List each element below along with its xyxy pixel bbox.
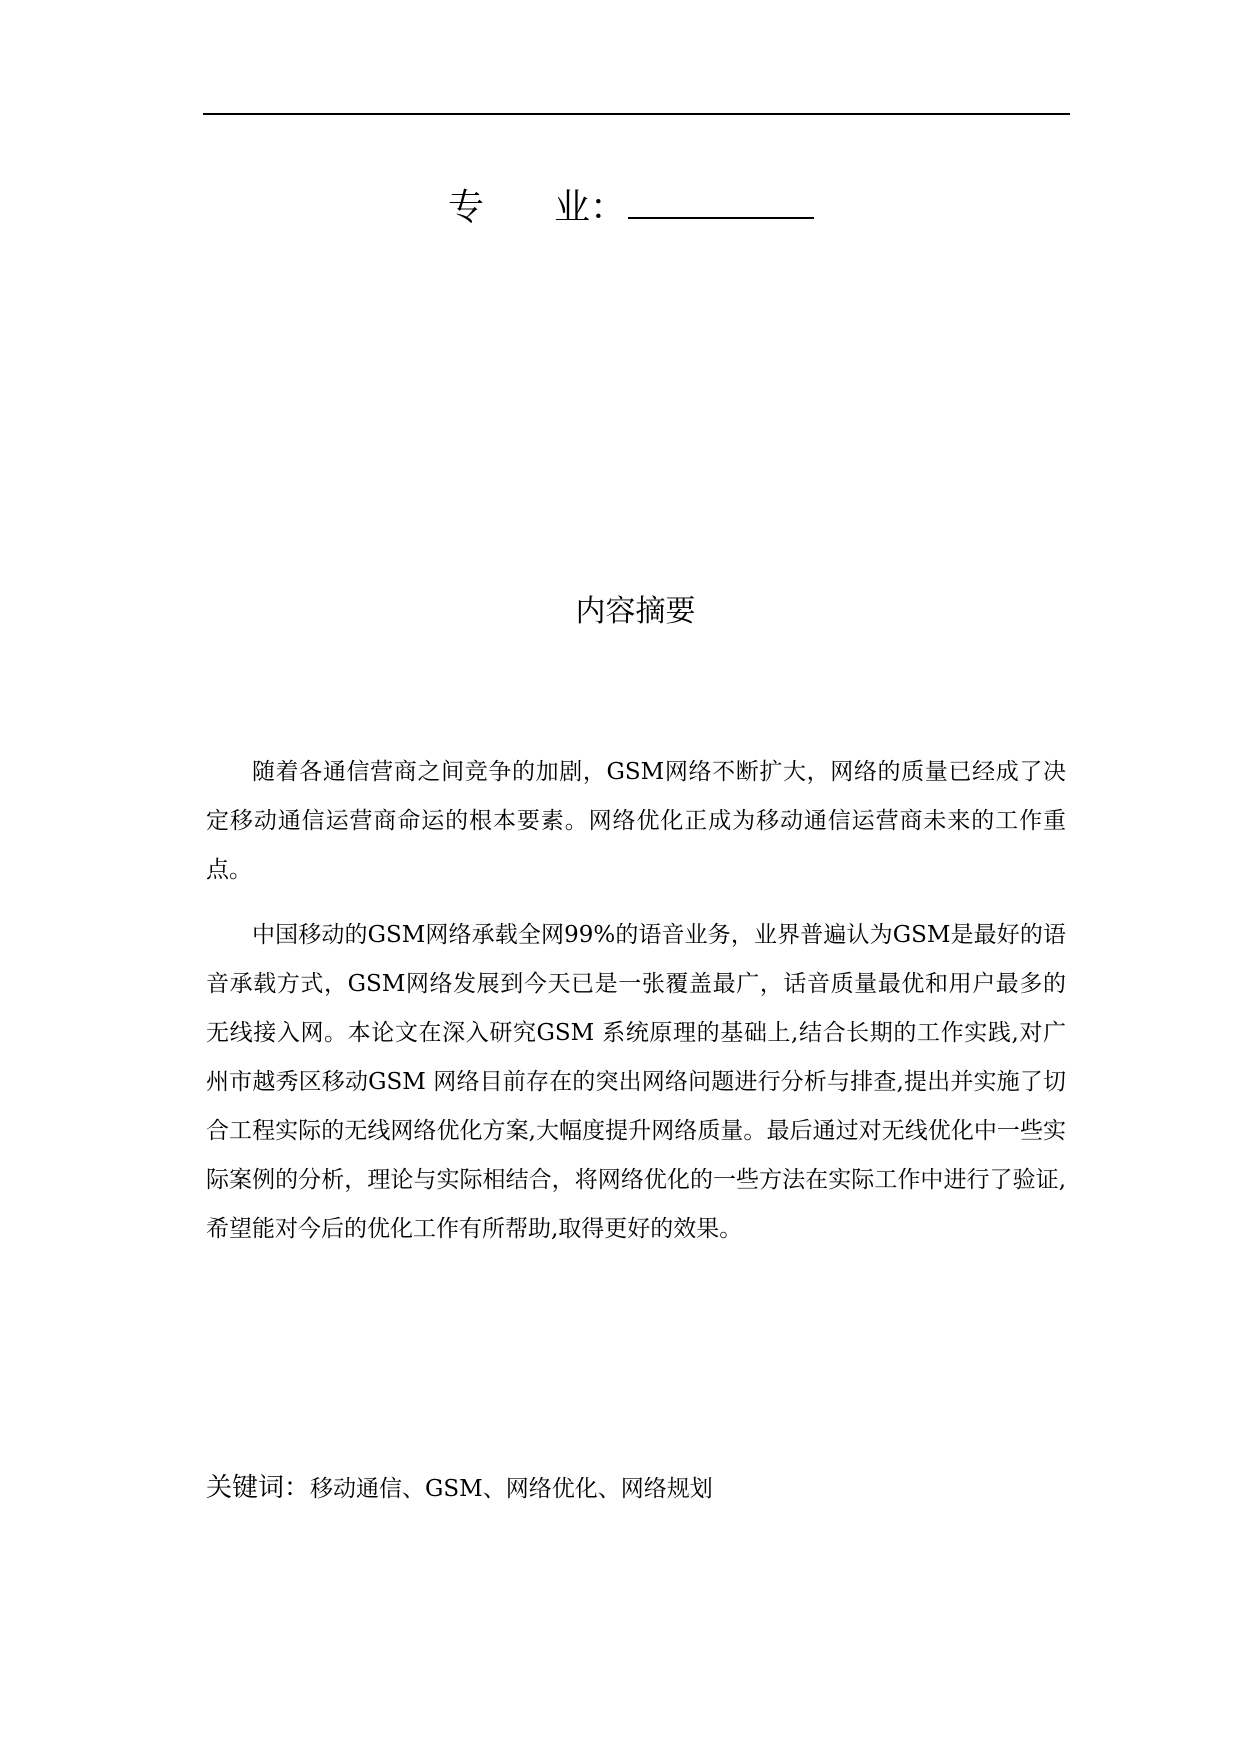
major-blank-line (628, 183, 814, 219)
header-rule (203, 113, 1070, 115)
abstract-paragraph-1: 随着各通信营商之间竞争的加剧，GSM网络不断扩大，网络的质量已经成了决定移动通信运营商命运的根本要素。网络优化正成为移动通信运营商未来的工作重点。 (206, 759, 1066, 883)
abstract-title: 内容摘要 (575, 594, 696, 629)
keywords-label: 关键词： (206, 1473, 311, 1503)
major-label: 专 业： (448, 187, 627, 228)
abstract-body (206, 748, 1066, 1254)
keywords-line (206, 1468, 713, 1509)
abstract-paragraph-2: 中国移动的GSM网络承载全网99%的语音业务，业界普遍认为GSM是最好的语音承载方式，GSM网络发展到今天已是一张覆盖最广，话音质量最优和用户最多的无线接入网。本论文在深入研究GSM 系统原理的基础上,结合长期的工作实践,对广州市越秀区移动GSM 网络目前存在的突出网络问题进行分析与排查,提出并实施了切合工程实际的无线网络优化方案,大幅度提升网络质量。最后通过对无线优化中一些实际案例的分析，理论与实际相结合，将网络优化的一些方法在实际工作中进行了验证,希望能对今后的优化工作有所帮助,取得更好的效果。 (206, 922, 1066, 1242)
major-field (448, 183, 814, 233)
keywords-value: 移动通信、GSM、网络优化、网络规划 (310, 1476, 713, 1502)
